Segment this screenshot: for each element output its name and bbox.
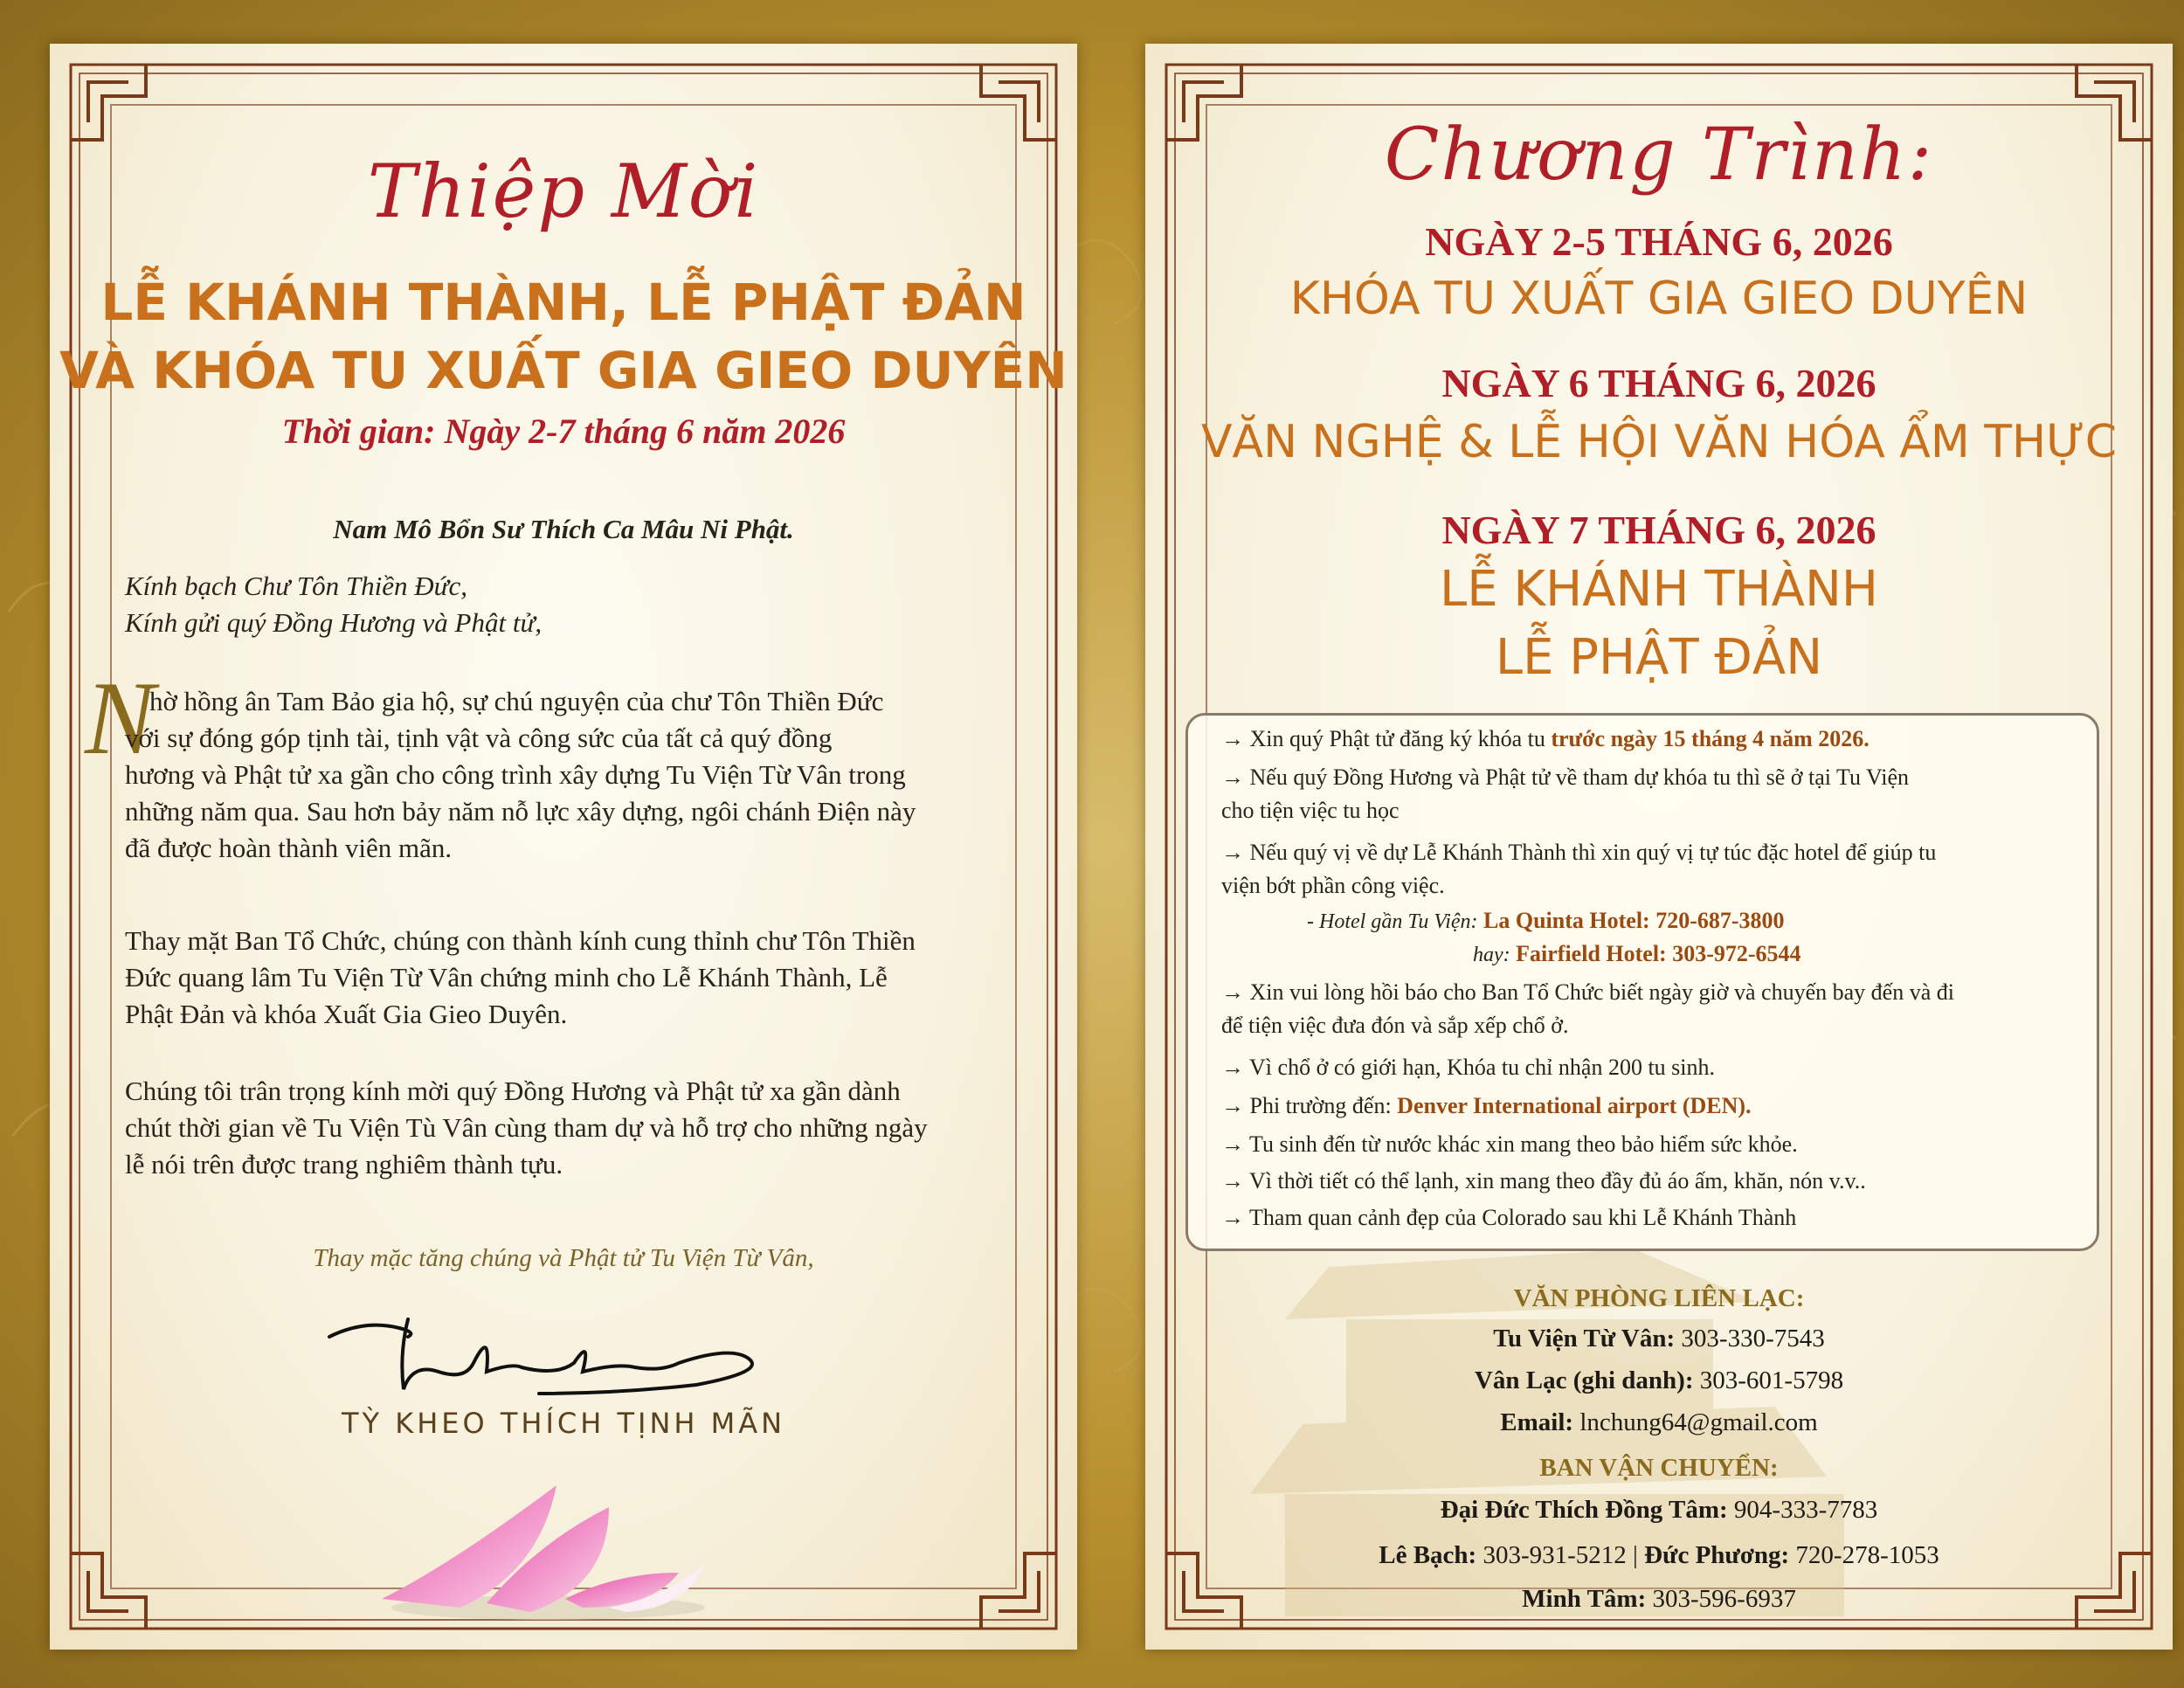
hotel-fairfield: Fairfield Hotel: 303-972-6544 bbox=[1516, 941, 1801, 966]
p3-line: Chúng tôi trân trọng kính mời quý Đồng Hương và Phật tử xa gần dành bbox=[125, 1076, 901, 1106]
p1-line: hương và Phật tử xa gần cho công trình xây dựng Tu Viện Từ Vân trong bbox=[125, 759, 906, 790]
contact-label: Minh Tâm: bbox=[1522, 1585, 1647, 1613]
note-text: → Xin quý Phật tử đăng ký khóa tu bbox=[1221, 726, 1545, 751]
paragraph-1 bbox=[125, 683, 1016, 867]
note-line: viện bớt phần công việc. bbox=[1221, 873, 1445, 898]
note-text: → Phi trường đến: bbox=[1221, 1093, 1392, 1118]
p3-line: lễ nói trên được trang nghiêm thành tựu. bbox=[125, 1149, 563, 1180]
contact-label: Đức Phương: bbox=[1644, 1541, 1790, 1569]
heading-line-2: VÀ KHÓA TU XUẤT GIA GIEO DUYÊN bbox=[59, 341, 1068, 400]
contact-phone: 303-931-5212 bbox=[1482, 1541, 1627, 1569]
note-capacity: → Vì chổ ở có giới hạn, Khóa tu chỉ nhận 200 tu sinh. bbox=[1221, 1055, 1716, 1080]
p1-line: những năm qua. Sau hơn bảy năm nỗ lực xây dựng, ngôi chánh Điện này bbox=[125, 796, 916, 827]
note-insurance: → Tu sinh đến từ nước khác xin mang theo bảo hiểm sức khỏe. bbox=[1221, 1131, 1798, 1157]
notes-box bbox=[1185, 713, 2099, 1251]
contact-label: Email: bbox=[1500, 1408, 1574, 1436]
contact-phone: 904-333-7783 bbox=[1733, 1496, 1878, 1524]
invitation-panel bbox=[50, 44, 1077, 1650]
invitation-title: Thiệp Mời bbox=[367, 149, 760, 234]
note-line: → Xin vui lòng hồi báo cho Ban Tổ Chức biết ngày giờ và chuyến bay đến và đi bbox=[1221, 979, 1954, 1005]
p2-line: Đức quang lâm Tu Viện Từ Vân chứng minh cho Lễ Khánh Thành, Lễ bbox=[125, 962, 888, 993]
office-row bbox=[1145, 1359, 2173, 1401]
separator: | bbox=[1633, 1541, 1638, 1569]
hotel-row-1 bbox=[1307, 904, 1785, 938]
note-sightseeing: → Tham quan cảnh đẹp của Colorado sau khi Lễ Khánh Thành bbox=[1221, 1205, 1797, 1230]
p1-line: với sự đóng góp tịnh tài, tịnh vật và công sức của tất cả quý đồng bbox=[125, 723, 833, 753]
event-1-date: NGÀY 2-5 THÁNG 6, 2026 bbox=[1425, 219, 1893, 264]
event-2-date: NGÀY 6 THÁNG 6, 2026 bbox=[1441, 361, 1876, 405]
p1-line: đã được hoàn thành viên mãn. bbox=[125, 833, 453, 863]
office-heading: VĂN PHÒNG LIÊN LẠC: bbox=[1513, 1284, 1805, 1312]
contact-label: Vân Lạc (ghi danh): bbox=[1474, 1366, 1694, 1394]
heading-line-1: LỄ KHÁNH THÀNH, LỄ PHẬT ĐẢN bbox=[100, 273, 1026, 332]
contact-label: Lê Bạch: bbox=[1379, 1541, 1477, 1569]
paragraph-2 bbox=[125, 923, 1016, 1033]
invocation: Nam Mô Bổn Sư Thích Ca Mâu Ni Phật. bbox=[333, 514, 794, 544]
program-title: Chương Trình: bbox=[1384, 114, 1934, 197]
event-3-title-2: LỄ PHẬT ĐẢN bbox=[1495, 629, 1823, 686]
contact-phone: 720-278-1053 bbox=[1795, 1541, 1939, 1569]
note-line: → Nếu quý vị về dự Lễ Khánh Thành thì xin quý vị tự túc đặc hotel để giúp tu bbox=[1221, 840, 1937, 865]
contact-phone: 303-601-5798 bbox=[1699, 1366, 1844, 1394]
note-line: cho tiện việc tu học bbox=[1221, 798, 1400, 823]
note-airport bbox=[1221, 1090, 1752, 1123]
salutation-2: Kính gửi quý Đồng Hương và Phật tử, bbox=[125, 607, 543, 638]
note-weather: → Vì thời tiết có thể lạnh, xin mang theo đầy đủ áo ấm, khăn, nón v.v.. bbox=[1221, 1168, 1866, 1193]
hotel-label: hay: bbox=[1473, 944, 1510, 966]
salutation-1: Kính bạch Chư Tôn Thiền Đức, bbox=[125, 571, 468, 601]
note-line: → Nếu quý Đồng Hương và Phật tử về tham dự khóa tu thì sẽ ở tại Tu Viện bbox=[1221, 764, 1910, 790]
p1-line: hờ hồng ân Tam Bảo gia hộ, sự chú nguyện của chư Tôn Thiền Đức bbox=[149, 686, 884, 716]
contact-label: Tu Viện Từ Vân: bbox=[1493, 1325, 1676, 1352]
contact-phone: 303-330-7543 bbox=[1681, 1325, 1825, 1352]
closing-line: Thay mặc tăng chúng và Phật tử Tu Viện Từ Vân, bbox=[313, 1244, 814, 1272]
note-line: để tiện việc đưa đón và sắp xếp chổ ở. bbox=[1221, 1013, 1569, 1038]
p2-line: Thay mặt Ban Tổ Chức, chúng con thành kính cung thỉnh chư Tôn Thiền bbox=[125, 925, 916, 956]
contact-label: Đại Đức Thích Đồng Tâm: bbox=[1440, 1496, 1728, 1524]
transport-row bbox=[1145, 1489, 2173, 1531]
hotel-row-2 bbox=[1473, 937, 1801, 972]
hotel-label: - Hotel gần Tu Viện: bbox=[1307, 910, 1478, 933]
signature-graphic bbox=[312, 1302, 854, 1398]
note-lodging bbox=[1221, 761, 1909, 827]
office-row bbox=[1145, 1401, 2173, 1443]
event-2-title: VĂN NGHỆ & LỄ HỘI VĂN HÓA ẨM THỰC bbox=[1200, 416, 2118, 468]
note-hotel bbox=[1221, 836, 1936, 903]
note-flight bbox=[1221, 976, 1954, 1042]
note-register bbox=[1221, 723, 1870, 756]
event-1-title: KHÓA TU XUẤT GIA GIEO DUYÊN bbox=[1289, 273, 2028, 325]
event-3-date: NGÀY 7 THÁNG 6, 2026 bbox=[1441, 508, 1876, 552]
transport-row bbox=[1145, 1578, 2173, 1620]
paragraph-3 bbox=[125, 1073, 1016, 1183]
p3-line: chút thời gian về Tu Viện Tù Vân cùng tham dự và hỗ trợ cho những ngày bbox=[125, 1112, 928, 1143]
transport-heading: BAN VẬN CHUYỂN: bbox=[1539, 1454, 1779, 1482]
drop-cap: N bbox=[85, 660, 156, 776]
transport-row bbox=[1145, 1534, 2173, 1576]
signer-name: TỲ KHEO THÍCH TỊNH MÃN bbox=[341, 1407, 786, 1440]
hotel-la-quinta: La Quinta Hotel: 720-687-3800 bbox=[1483, 908, 1785, 933]
airport-name: Denver International airport (DEN). bbox=[1397, 1093, 1752, 1118]
office-row bbox=[1145, 1318, 2173, 1359]
contact-email[interactable]: lnchung64@gmail.com bbox=[1579, 1408, 1818, 1436]
event-3-title-1: LỄ KHÁNH THÀNH bbox=[1440, 561, 1878, 618]
program-panel bbox=[1145, 44, 2173, 1650]
register-deadline: trước ngày 15 tháng 4 năm 2026. bbox=[1551, 726, 1870, 751]
event-time: Thời gian: Ngày 2-7 tháng 6 năm 2026 bbox=[281, 412, 846, 451]
p2-line: Phật Đản và khóa Xuất Gia Gieo Duyên. bbox=[125, 999, 568, 1029]
contact-phone: 303-596-6937 bbox=[1652, 1585, 1796, 1613]
lotus-petals-image bbox=[347, 1468, 766, 1625]
